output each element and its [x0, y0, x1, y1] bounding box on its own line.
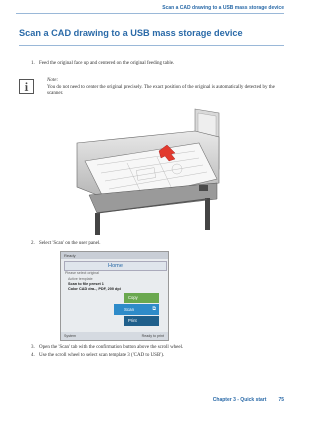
step-3 [31, 345, 184, 352]
step-2 [31, 241, 101, 248]
scan-icon: ⧉ [152, 305, 156, 312]
panel-status-top: Ready [64, 253, 76, 258]
footer-chapter: Chapter 3 - Quick start [212, 397, 267, 403]
step-4-number: 4. [31, 353, 35, 358]
panel-bottombar [61, 332, 168, 340]
print-label: Print [128, 318, 137, 323]
note-label: Note: [47, 78, 59, 83]
step-1 [31, 61, 175, 68]
active-template-label: Active template [68, 277, 93, 281]
tab-home-label: Home [108, 262, 123, 269]
template-line-1: Scan to file preset 1 [68, 282, 104, 286]
page-title: Scan a CAD drawing to a USB mass storage device [19, 28, 243, 38]
template-line-2: Color CAD dra.., PDF, 200 dpi [68, 287, 121, 291]
title-rule [19, 45, 284, 46]
footer-page-number: 75 [278, 397, 284, 403]
scan-label: Scan [124, 306, 135, 312]
note-text: You do not need to center the original precisely. The exact position of the original is automatically detected by the scanner. [47, 85, 275, 97]
copy-tile[interactable] [124, 293, 159, 303]
panel-topbar [61, 252, 168, 259]
page-footer [213, 397, 284, 403]
step-2-number: 2. [31, 241, 35, 246]
tab-home[interactable] [64, 261, 167, 271]
system-label: System [64, 334, 76, 338]
panel-status-text: Ready to print [141, 334, 164, 338]
running-header: Scan a CAD drawing to a USB mass storage device [162, 5, 284, 11]
note-icon [19, 79, 34, 94]
scanner-illustration [67, 103, 227, 237]
step-4-text: Use the scroll wheel to select scan template 3 ('CAD to USB'). [39, 353, 165, 358]
user-panel-screen [60, 251, 169, 341]
step-3-text: Open the 'Scan' tab with the confirmation button above the scroll wheel. [39, 345, 184, 350]
panel-subtitle: Please select original [65, 271, 99, 275]
step-2-text: Select 'Scan' on the user panel. [39, 241, 101, 246]
step-3-number: 3. [31, 345, 35, 350]
scan-tile[interactable] [114, 304, 159, 315]
step-1-text: Feed the original face up and centered on the original feeding table. [39, 61, 175, 66]
copy-label: Copy [128, 295, 138, 300]
print-tile[interactable] [124, 316, 159, 326]
header-rule [16, 13, 284, 14]
step-4 [31, 353, 165, 360]
step-1-number: 1. [31, 61, 35, 66]
